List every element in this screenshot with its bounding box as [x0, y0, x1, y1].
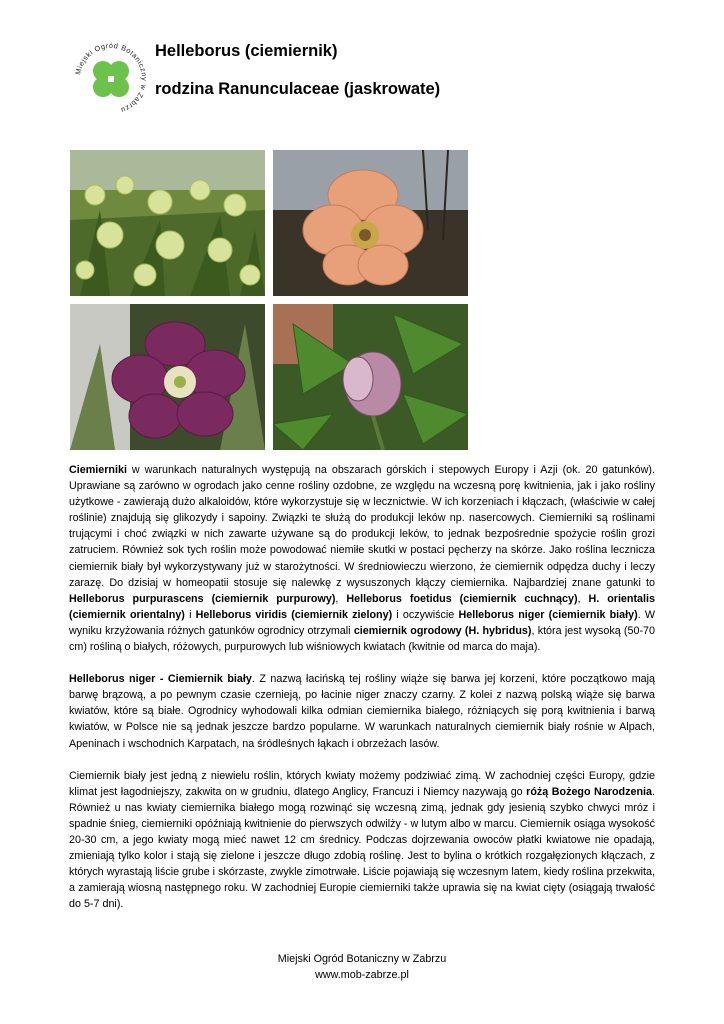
bold-term: Helleborus niger (ciemiernik biały): [458, 608, 638, 621]
page-subtitle: rodzina Ranunculaceae (jaskrowate): [155, 80, 441, 98]
logo-ring-text: Miejski Ogród Botaniczny w Zabrzu: [73, 40, 150, 116]
bold-term: różą Bożego Narodzenia: [526, 785, 652, 798]
text-run: i oczywiście: [392, 608, 459, 621]
bold-term: Helleborus niger - Ciemiernik biały: [69, 673, 252, 686]
article-body: [69, 462, 655, 928]
page-footer: [0, 951, 724, 983]
text-run: w warunkach naturalnych występują na obszarach górskich i stepowych Europy i Azji (ok. 20 gatunków). Uprawiane są zarówno w ogrodach jako cenne rośliny ozdobne, ze względu na wczesną porę kwitnienia, jak i jako rośliny użytkowe - zawierają dużo alkaloidów, które wykorzystuje się w lecznictwie. W ich korzeniach i kłączach, (właściwie w całej roślinie) znajdują się glikozydy i sapoiny. Związki te służą do produkcji leków np. nasercowych. Ciemierniki są roślinami trującymi i choć związki w nich zawarte używane są do produkcji leków, to jednak bezpośrednie spożycie roślin grozi zatruciem. Również sok tych roślin może powodować niemiłe skutki w postaci pęcherzy na skórze. Jako roślina lecznicza ciemiernik biały był wykorzystywany już w starożytności. W średniowieczu wierzono, że ciemiernik odpędza duchy i leczy zarazę. Do dzisiaj w homeopatii stosuje się nalewkę z wysuszonych kłączy ciemiernika. Najbardziej znane gatunki to: [69, 464, 655, 589]
page-title: Helleborus (ciemiernik): [155, 42, 338, 60]
text-run: . W wyniku krzyżowania różnych gatunków ogrodnicy otrzymali: [69, 608, 655, 637]
bold-term: H. orientalis (ciemiernik orientalny): [69, 592, 655, 621]
text-run: ,: [335, 592, 347, 605]
text-run: , która jest wysoką (50-70 cm) rośliną o białych, różowych, purpurowych lub wiśniowych kwiatach (kwitnie od marca do maja).: [69, 624, 656, 654]
text-run: Ciemiernik biały jest jedną z niewielu roślin, których kwiaty możemy podziwiać zimą. W zachodniej części Europy, gdzie klimat jest łagodniejszy, zakwita on w grudniu, dlatego Anglicy, Francuzi i Niemcy nazywają go: [69, 769, 655, 798]
paragraph-intro: [69, 462, 655, 655]
text-run: . Z nazwą łacińską tej rośliny wiąże się barwa jej korzeni, które początkowo mają barwę brązową, a po pewnym czasie czernieją, po łacinie niger znaczy czarny. Z kolei z nazwą polską wiąże się barwa kwiatów, które są białe. Ogrodnicy wyhodowali kilka odmian ciemiernika białego, różniących się porą kwitnienia i barwą kwiatów, w Polsce nie są jednak jeszcze bardzo popularne. W warunkach naturalnych ciemiernik biały rośnie w Alpach, Apeninach i wschodnich Karpatach, na śródleśnych łąkach i obrzeżach lasów.: [69, 673, 655, 750]
footer-website-link[interactable]: www.mob-zabrze.pl: [315, 969, 409, 981]
clover-leaf-icon: [93, 61, 129, 97]
paragraph-winter-flowering: [69, 768, 655, 913]
garden-logo: [72, 40, 150, 118]
bold-term: ciemiernik ogrodowy (H. hybridus): [353, 624, 532, 637]
text-run: . Również u nas kwiaty ciemiernika białego mogą rozwinąć się wczesną zimą, jednak gdy jesienią szybko chwyci mróz i spadnie śnieg, ciemierniki opóźniają kwitnienie do pierwszych odwilży - w lutym albo w marcu. Ciemiernik osiąga wysokość 20-30 cm, a jego kwiaty mogą mieć nawet 12 cm średnicy. Podczas dojrzewania owoców płatki kwiatowe nie opadają, zmieniają tylko kolor i stają się zielone i jeszcze długo zdobią roślinę. Jest to bylina o krótkich rozgałęzionych kłączach, z których wyrastają liście grube i skórzaste, zwykle zimotrwałe. Liście pojawiają się wczesnym latem, kiedy roślina przekwita, a zamierają wiosną następnego roku. W zachodniej Europie ciemierniki także uprawia się na kwiat cięty (osiągają trwałość do 5-7 dni).: [69, 785, 655, 911]
footer-institution: Miejski Ogród Botaniczny w Zabrzu: [277, 953, 447, 965]
photo-pink-hellebore: [273, 150, 468, 296]
photo-purple-hellebore: [70, 304, 265, 450]
bold-term: Helleborus purpurascens (ciemiernik purpurowy): [69, 592, 336, 605]
text-run: i: [184, 608, 196, 621]
photo-green-hellebore: [70, 150, 265, 296]
bold-term: Ciemierniki: [69, 464, 127, 476]
bold-term: Helleborus foetidus (ciemiernik cuchnący): [346, 592, 578, 605]
photo-hellebore-bud: [273, 304, 468, 450]
paragraph-helleborus-niger: [69, 671, 655, 751]
bold-term: Helleborus viridis (ciemiernik zielony): [195, 608, 393, 621]
text-run: ,: [577, 592, 589, 605]
